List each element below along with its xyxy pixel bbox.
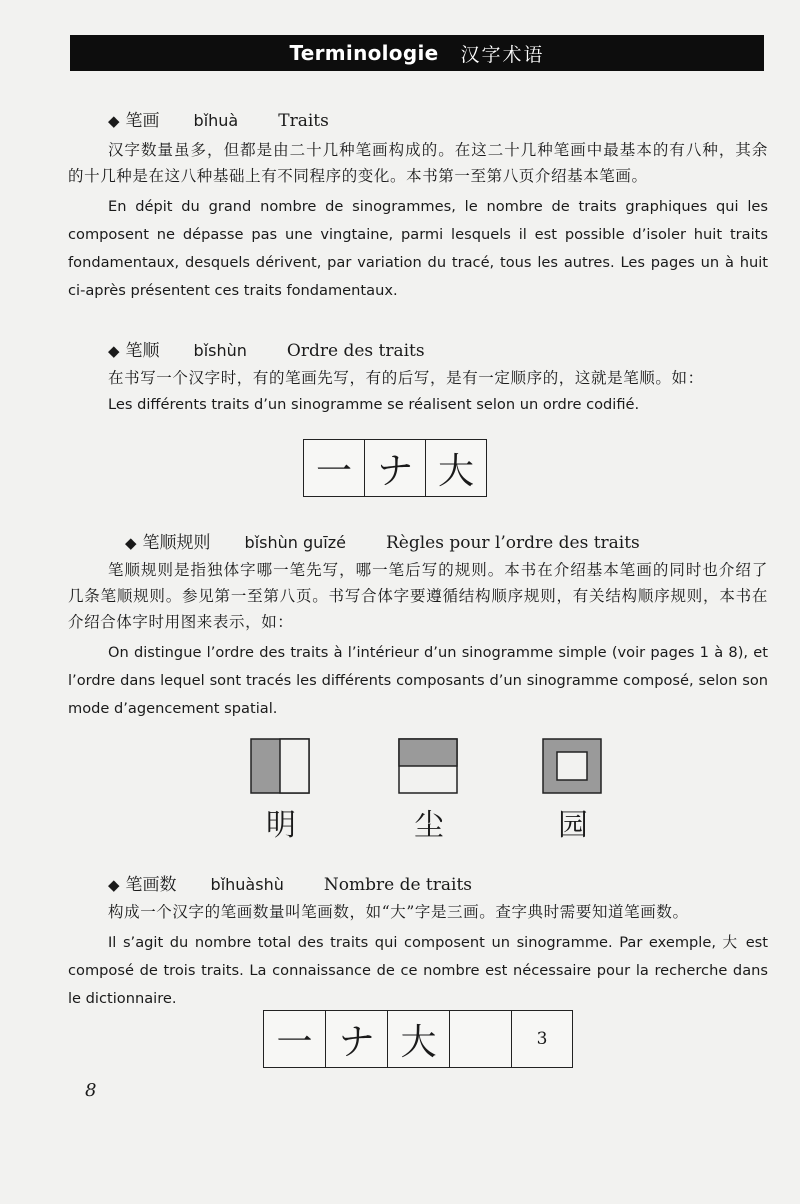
term-fr: Ordre des traits	[286, 341, 425, 361]
paragraph-fr: On distingue l’ordre des traits à l’intérieur d’un sinogramme simple (voir pages 1 à 8), et l’ordre dans lequel sont tracés les différents composants d’un sinogramme composé, selon son mode d’agencement spatial.	[68, 644, 768, 717]
stroke-count-empty-cell	[450, 1011, 512, 1067]
stroke-order-step: ナ	[365, 440, 426, 496]
section-heading	[68, 336, 768, 361]
structure-diagrams	[250, 738, 610, 798]
enclosure-structure-icon	[543, 739, 601, 793]
term-zh: 笔顺	[125, 341, 160, 361]
section-heading	[68, 528, 768, 553]
paragraph-zh: 笔顺规则是指独体字哪一笔先写，哪一笔后写的规则。本书在介绍基本笔画的同时也介绍了几条笔顺规则。参见第一至第八页。书写合体字要遵循结构顺序规则，有关结构顺序规则，本书在介绍合体字时用图来表示，如：	[68, 561, 768, 631]
stroke-count-step: 大	[388, 1011, 450, 1067]
page-header	[70, 35, 764, 71]
paragraph-fr: Les différents traits d’un sinogramme se réalisent selon un ordre codifié.	[108, 396, 640, 413]
structure-example-char: 明	[266, 808, 296, 843]
term-pinyin: bǐshùn	[193, 341, 247, 360]
left-right-structure-icon	[251, 739, 309, 793]
stroke-order-table	[303, 439, 487, 497]
term-pinyin: bǐhuà	[193, 111, 239, 130]
top-bottom-structure-icon	[399, 739, 457, 793]
structure-example-char: 园	[558, 808, 588, 843]
term-zh: 笔顺规则	[142, 533, 211, 553]
term-fr: Traits	[278, 111, 329, 131]
stroke-count-step: 一	[264, 1011, 326, 1067]
term-pinyin: bǐshùn guīzé	[244, 533, 346, 552]
page-number: 8	[85, 1080, 97, 1101]
term-zh: 笔画	[125, 111, 160, 131]
paragraph-fr: En dépit du grand nombre de sinogrammes, le nombre de traits graphiques qui les composent ne dépasse pas une vingtaine, parmi lesquels il est possible d’isoler huit traits fondamentaux, desquels dérivent, par variation du tracé, tous les autres. Les pages un à huit ci-après présentent ces traits fondamentaux.	[68, 198, 768, 299]
diamond-bullet-icon: ◆	[108, 342, 120, 360]
stroke-order-step: 一	[304, 440, 365, 496]
diamond-bullet-icon: ◆	[108, 876, 120, 894]
section-traits	[68, 106, 768, 305]
section-nombre-de-traits	[68, 870, 768, 1013]
paragraph-fr: Il s’agit du nombre total des traits qui composent un sinogramme. Par exemple, 大 est composé de trois traits. La connaissance de ce nombre est nécessaire pour la recherche dans le dictionnaire.	[68, 934, 768, 1007]
term-fr: Règles pour l’ordre des traits	[385, 533, 640, 553]
stroke-order-step: 大	[437, 450, 474, 492]
diamond-bullet-icon: ◆	[125, 534, 137, 552]
section-regles-ordre	[68, 528, 768, 723]
stroke-count-table	[263, 1010, 573, 1068]
stroke-count-step: ナ	[326, 1011, 388, 1067]
term-fr: Nombre de traits	[323, 875, 472, 895]
term-zh: 笔画数	[125, 875, 177, 895]
section-ordre-des-traits	[68, 336, 768, 419]
section-heading	[68, 106, 768, 131]
header-title-fr: Terminologie	[289, 41, 439, 65]
paragraph-zh: 汉字数量虽多，但都是由二十几种笔画构成的。在这二十几种笔画中最基本的有八种，其余的十几种是在这八种基础上有不同程序的变化。本书第一至第八页介绍基本笔画。	[68, 141, 768, 185]
header-title-zh: 汉字术语	[460, 43, 545, 66]
section-heading	[68, 870, 768, 895]
diamond-bullet-icon: ◆	[108, 112, 120, 130]
paragraph-zh: 构成一个汉字的笔画数量叫笔画数，如“大”字是三画。查字典时需要知道笔画数。	[108, 903, 689, 921]
term-pinyin: bǐhuàshù	[210, 875, 284, 894]
stroke-count-total: 3	[536, 1029, 548, 1049]
paragraph-zh: 在书写一个汉字时，有的笔画先写，有的后写，是有一定顺序的，这就是笔顺。如：	[108, 369, 704, 387]
structure-example-char: 尘	[414, 808, 444, 843]
